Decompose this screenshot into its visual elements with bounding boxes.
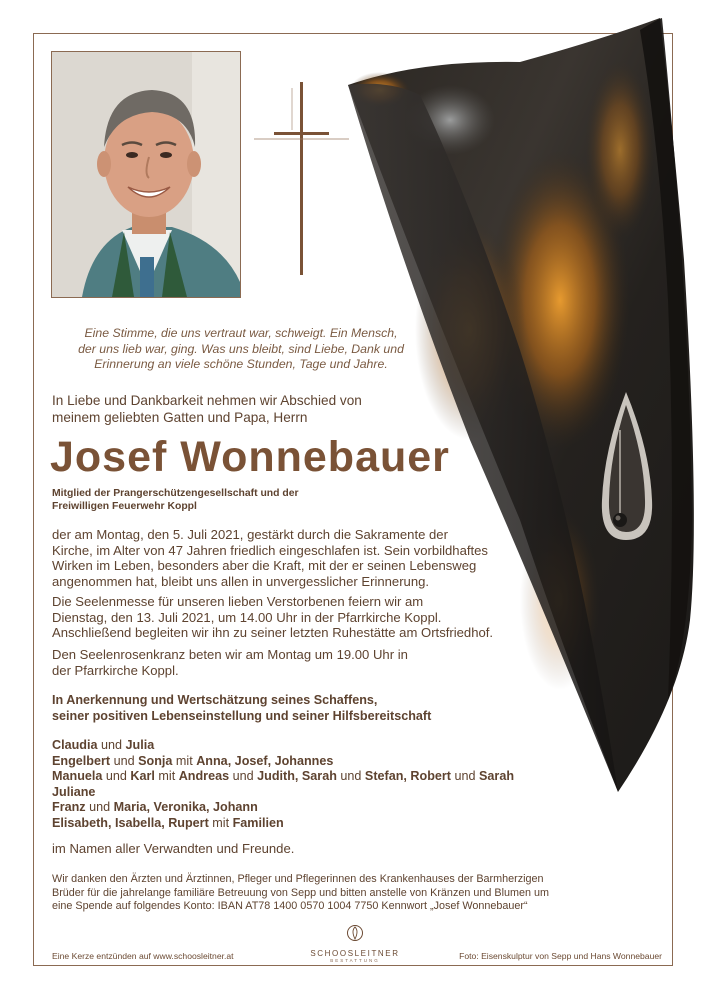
deceased-name: Josef Wonnebauer [50, 433, 450, 481]
cross-icon [254, 80, 354, 280]
family-member: Familien [232, 815, 284, 830]
paragraph-line: Anschließend begleiten wir ihn zu seiner letzten Ruhestätte am Ortsfriedhof. [52, 625, 494, 640]
farewell-intro [52, 393, 452, 426]
memorial-quote [56, 326, 426, 373]
family-member: Maria, Veronika, Johann [113, 800, 258, 814]
photo-credit: Foto: Eisenskulptur von Sepp und Hans Wonnebauer [459, 951, 662, 961]
connector-word: und [113, 753, 135, 768]
family-member: Elisabeth, Isabella, Rupert [52, 815, 209, 830]
connector-word: und [101, 738, 123, 752]
connector-word: mit [158, 769, 176, 783]
quote-line: Eine Stimme, die uns vertraut war, schweigt. Ein Mensch, [84, 326, 398, 340]
paragraph-line: Wirken im Leben, besonders aber die Kraft, mit der er seinen Lebensweg [52, 558, 477, 573]
paragraph-line: der Pfarrkirche Koppl. [52, 662, 179, 678]
logo-subtitle: BESTATTUNG [330, 958, 380, 963]
paragraph-line: Den Seelenrosenkranz beten wir am Montag um 19.00 Uhr in [52, 647, 408, 662]
death-notice-paragraph [52, 527, 552, 589]
intro-line: meinem geliebten Gatten und Papa, Herrn [52, 409, 308, 425]
family-member: Stefan, Robert [364, 769, 451, 783]
tribute-line: In Anerkennung und Wertschätzung seines Schaffens, [52, 693, 378, 707]
family-member: Sarah [479, 769, 515, 783]
quote-line: der uns lieb war, ging. Was uns bleibt, sind Liebe, Dank und [78, 341, 404, 356]
paragraph-line: Die Seelenmesse für unseren lieben Verstorbenen feiern wir am [52, 594, 424, 609]
family-member: Andreas [178, 769, 230, 783]
thanks-line: Wir danken den Ärzten und Ärztinnen, Pfleger und Pflegerinnen des Krankenhauses der Barmherzigen [52, 873, 544, 885]
thanks-line: Brüder für die jahrelange familiäre Betreuung von Sepp und bitten anstelle von Kränzen und Blumen um [52, 886, 549, 899]
connector-word: und [89, 800, 111, 814]
family-member: Judith, Sarah [257, 769, 337, 783]
family-member: Claudia [52, 738, 98, 752]
tribute-line: seiner positiven Lebenseinstellung und seiner Hilfsbereitschaft [52, 708, 432, 723]
connector-word: und [105, 769, 127, 783]
portrait-photo [51, 51, 241, 298]
family-member: Juliane [52, 784, 96, 799]
membership-text [52, 487, 372, 513]
connector-word: mit [212, 815, 230, 830]
thanks-paragraph [52, 873, 652, 914]
membership-line: Freiwilligen Feuerwehr Koppl [52, 501, 197, 512]
candle-link[interactable]: Eine Kerze entzünden auf www.schoosleitner.at [52, 951, 234, 961]
logo-emblem-icon [346, 924, 364, 942]
paragraph-line: Dienstag, den 13. Juli 2021, um 14.00 Uhr in der Pfarrkirche Koppl. [52, 609, 442, 625]
tribute-text [52, 693, 492, 724]
closing-text: im Namen aller Verwandten und Freunde. [52, 841, 295, 856]
family-member: Engelbert [52, 753, 111, 768]
family-member: Sonja [138, 753, 173, 768]
family-member: Anna, Josef, Johannes [196, 753, 334, 768]
family-member: Manuela [52, 769, 103, 783]
rosary-paragraph [52, 647, 472, 678]
paragraph-line: Kirche, im Alter von 47 Jahren friedlich eingeschlafen ist. Sein vorbildhaftes [52, 542, 488, 558]
logo-name: SCHOOSLEITNER [310, 949, 400, 958]
family-member: Karl [130, 769, 155, 783]
connector-word: und [232, 769, 254, 783]
portrait-image [52, 52, 240, 297]
family-member: Franz [52, 800, 86, 814]
connector-word: und [454, 769, 476, 783]
funeral-home-logo [300, 924, 410, 963]
intro-line: In Liebe und Dankbarkeit nehmen wir Abschied von [52, 393, 362, 408]
connector-word: mit [175, 753, 193, 768]
thanks-line: eine Spende auf folgendes Konto: IBAN AT78 1400 0570 1004 7750 Kennwort „Josef Wonnebauer“ [52, 900, 528, 913]
paragraph-line: angenommen hat, bleibt uns allen in unvergesslicher Erinnerung. [52, 573, 430, 589]
connector-word: und [340, 769, 362, 783]
funeral-mass-paragraph [52, 594, 502, 641]
family-list [52, 738, 612, 831]
paragraph-line: der am Montag, den 5. Juli 2021, gestärkt durch die Sakramente der [52, 527, 448, 542]
quote-line: Erinnerung an viele schöne Stunden, Tage und Jahre. [94, 357, 388, 371]
membership-line: Mitglied der Prangerschützengesellschaft und der [52, 488, 299, 499]
family-member: Julia [125, 738, 155, 752]
